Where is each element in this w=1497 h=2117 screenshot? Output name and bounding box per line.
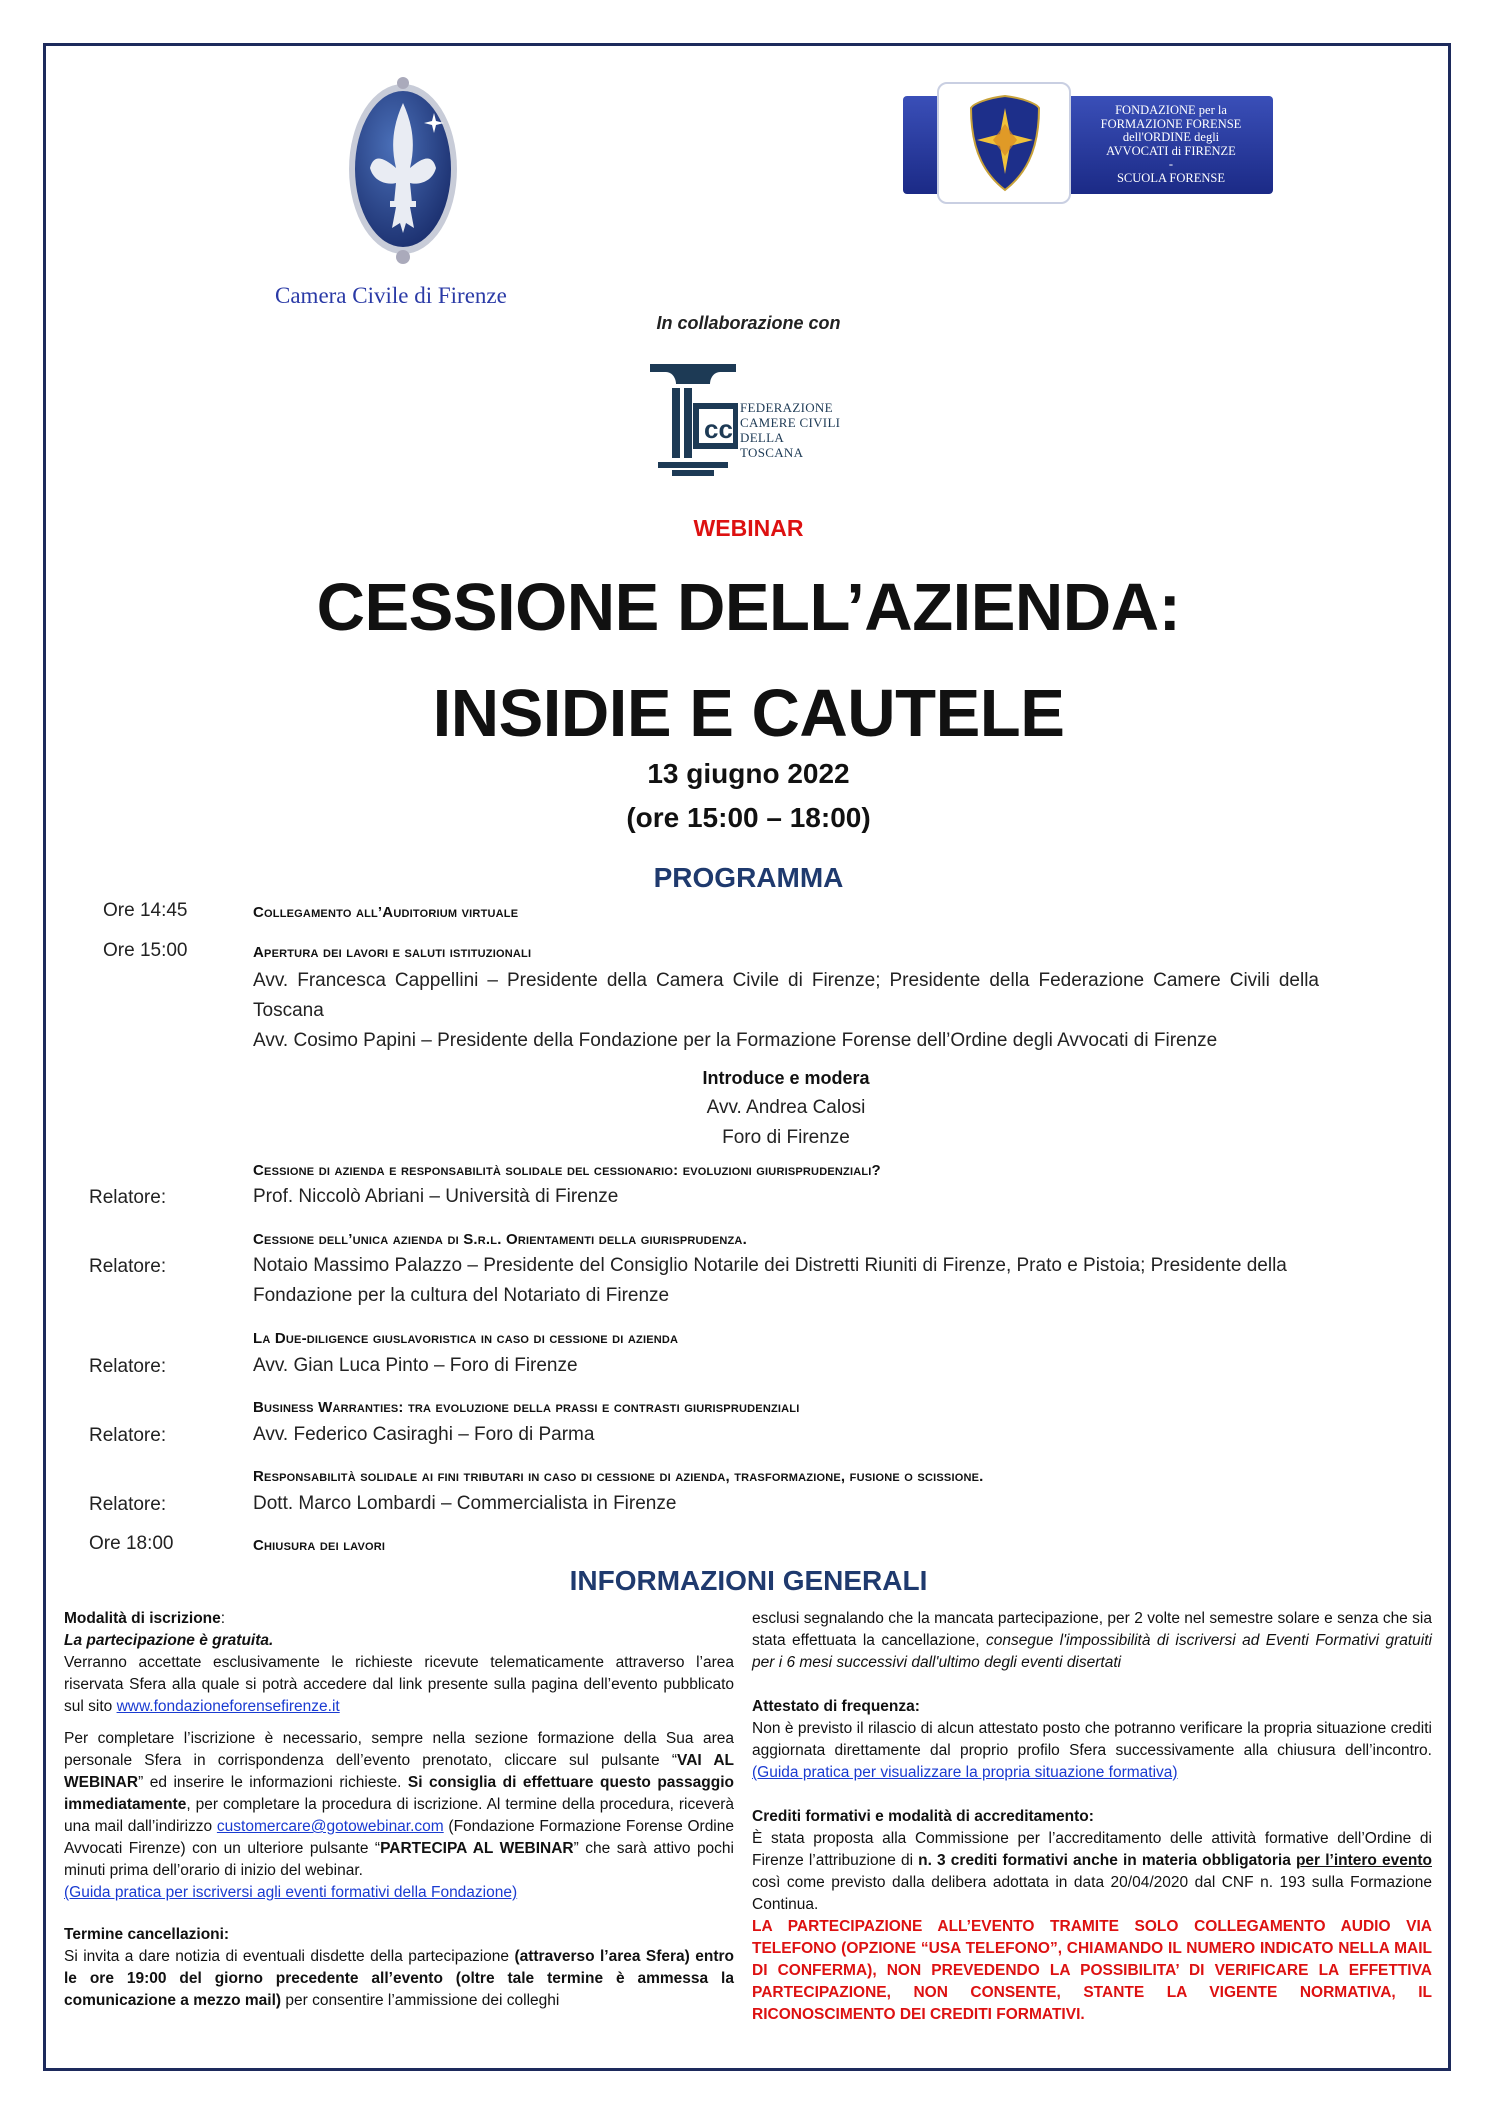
event-type: WEBINAR <box>693 515 804 541</box>
introduce-label: Introduce e modera <box>702 1068 870 1088</box>
svg-text:cc: cc <box>704 414 733 444</box>
talk-speaker: Avv. Federico Casiraghi – Foro di Parma <box>253 1424 595 1445</box>
time-1800: Ore 18:00 <box>89 1533 174 1554</box>
federazione-logo <box>648 360 848 478</box>
iscrizione-p2a: Per completare l’iscrizione è necessario, sempre nella sezione formazione della Sua area personale Sfera in corrispondenza dell’evento prenotato, cliccare sul pulsante “ <box>64 1730 734 1769</box>
iscrizione-p1: Verranno accettate esclusivamente le richieste ricevute telematicamente attraverso l’area riservata Sfera alla quale si potrà accedere dal link presente sulla pagina dell’evento pubblicato sul sito <box>64 1654 734 1715</box>
apertura: Apertura dei lavori e saluti istituzionali <box>253 944 532 961</box>
fondazione-line: FORMAZIONE FORENSE <box>1100 116 1242 131</box>
camera-civile-logo <box>344 73 462 273</box>
info-heading: INFORMAZIONI GENERALI <box>569 1565 928 1596</box>
gratuita-note: La partecipazione è gratuita. <box>64 1632 274 1649</box>
warning-note: LA PARTECIPAZIONE ALL’EVENTO TRAMITE SOLO COLLEGAMENTO AUDIO VIA TELEFONO (OPZIONE “USA TELEFONO”, CHIAMANDO IL NUMERO INDICATO NELLA MAIL DI CONFERMA), NON PREVEDENDO LA POSSIBILITA’ DI VERIFICARE LA EFFETTIVA PARTECIPAZIONE, NON CONSENTE, STANTE LA VIGENTE NORMATIVA, IL RICONOSCIMENTO DEI CREDITI FORMATIVI. <box>752 1918 1432 2023</box>
fondazione-line: SCUOLA FORENSE <box>1116 170 1225 185</box>
relatore-label: Relatore: <box>89 1425 167 1446</box>
crediti-heading: Crediti formativi e modalità di accreditamento: <box>752 1808 1094 1825</box>
iscrizione-p2h: ” che sarà attivo pochi minuti prima dell’orario di inizio del webinar. <box>64 1840 734 1879</box>
talk-speaker: Notaio Massimo Palazzo – Presidente del Consiglio Notarile dei Distretti Riuniti di Firenze, Prato e Pistoia; Presidente della Fondazione per la cultura del Notariato di Firenze <box>253 1255 1287 1306</box>
federazione-line: CAMERE CIVILI <box>740 415 841 430</box>
crediti-k3: per l’intero evento <box>1295 1852 1432 1869</box>
info-left-column <box>64 1608 734 2012</box>
federazione-line: FEDERAZIONE <box>740 400 833 415</box>
event-title-line2: INSIDIE E CAUTELE <box>432 676 1065 751</box>
event-hours: (ore 15:00 – 18:00) <box>626 802 871 833</box>
talk-title: La Due-diligence giuslavoristica in caso di cessione di azienda <box>253 1330 679 1347</box>
moderator-name: Avv. Andrea Calosi <box>706 1097 866 1118</box>
cancellazioni-c3: per consentire l’ammissione dei colleghi <box>281 1992 560 2009</box>
talk-speaker: Prof. Niccolò Abriani – Università di Firenze <box>253 1186 619 1207</box>
talk-title: Business Warranties: tra evoluzione della prassi e contrasti giurisprudenziali <box>253 1399 800 1416</box>
chiusura: Chiusura dei lavori <box>253 1537 386 1554</box>
federazione-line: DELLA TOSCANA <box>740 430 804 460</box>
talk-title: Cessione dell’unica azienda di S.r.l. Orientamenti della giurisprudenza. <box>253 1231 747 1248</box>
event-title-line1: CESSIONE DELL’AZIENDA: <box>316 570 1181 645</box>
attestato-heading: Attestato di frequenza: <box>752 1698 920 1715</box>
attestato-text: Non è previsto il rilascio di alcun attestato posto che potranno verificare la propria situazione crediti aggiornata direttamente dal proprio profilo Sfera successivamente alla chiusura dell’incontro. <box>752 1720 1432 1759</box>
guida-situazione-link[interactable]: (Guida pratica per visualizzare la propria situazione formativa) <box>752 1764 1178 1781</box>
fondazione-line: AVVOCATI di FIRENZE <box>1106 143 1236 158</box>
consiglio: Si consiglia di effettuare questo passaggio immediatamente <box>64 1774 734 1813</box>
camera-civile-name: Camera Civile di Firenze <box>275 283 507 308</box>
iscrizione-p2e: , per completare la procedura di iscrizione. Al termine della procedura, riceverà una mail dall’indirizzo <box>64 1796 734 1835</box>
fondazione-logo <box>903 82 1273 204</box>
iscrizione-p2c: ” ed inserire le informazioni richieste. <box>138 1774 408 1791</box>
moderator-foro: Foro di Firenze <box>722 1127 850 1148</box>
cancellazioni-r1: esclusi segnalando che la mancata partecipazione, per 2 volte nel semestre solare e senza che sia stata effettuata la cancellazione, <box>752 1610 1432 1649</box>
fondazione-line: FONDAZIONE per la <box>1115 103 1227 117</box>
guida-iscrizione-link[interactable]: (Guida pratica per iscriversi agli eventi formativi della Fondazione) <box>64 1884 518 1901</box>
partecipa-al-webinar: PARTECIPA AL WEBINAR <box>380 1840 574 1857</box>
collegamento: Collegamento all’Auditorium virtuale <box>253 904 519 921</box>
vai-al-webinar: VAI AL WEBINAR <box>64 1752 734 1791</box>
talk-title: Cessione di azienda e responsabilità solidale del cessionario: evoluzioni giurisprudenziali? <box>253 1162 881 1179</box>
time-1445: Ore 14:45 <box>103 900 188 921</box>
fondazione-line: dell'ORDINE degli <box>1122 130 1220 144</box>
modalita-colon: : <box>220 1610 226 1627</box>
column-icon <box>648 360 738 478</box>
iscrizione-p2f: (Fondazione Formazione Forense Ordine Avvocati Firenze) con un ulteriore pulsante “ <box>64 1818 734 1857</box>
email-link[interactable]: customercare@gotowebinar.com <box>216 1818 444 1835</box>
relatore-label: Relatore: <box>89 1187 167 1208</box>
programma-heading: PROGRAMMA <box>653 862 844 893</box>
crediti-k1: È stata proposta alla Commissione per l’accreditamento delle attività formative dell’Ordine di Firenze l’attribuzione di <box>752 1830 1432 1869</box>
cancellazioni-c2: (attraverso l’area Sfera) entro le ore 19:00 del giorno precedente all’evento (oltre tale termine è ammessa la comunicazione a mezzo mail) <box>64 1948 734 2009</box>
relatore-label: Relatore: <box>89 1256 167 1277</box>
event-title <box>0 555 1497 767</box>
crediti-k2: n. 3 crediti formativi anche in materia obbligatoria <box>918 1852 1296 1869</box>
site-link[interactable]: www.fondazioneforensefirenze.it <box>116 1698 340 1715</box>
relatore-label: Relatore: <box>89 1356 167 1377</box>
cancellazioni-r2: consegue l'impossibilità di iscriversi ad Eventi Formativi gratuiti per i 6 mesi successivi dall'ultimo degli eventi disertati <box>752 1632 1432 1671</box>
event-date: 13 giugno 2022 <box>647 758 850 789</box>
speaker-papini: Avv. Cosimo Papini – Presidente della Fondazione per la Formazione Forense dell’Ordine degli Avvocati di Firenze <box>253 1030 1218 1051</box>
info-right-column <box>752 1608 1432 2026</box>
relatore-label: Relatore: <box>89 1494 167 1515</box>
crediti-k4: così come previsto dalla delibera adottata in data 20/04/2020 dal CNF n. 193 sulla Formazione Continua. <box>752 1874 1432 1913</box>
star-shield-icon <box>967 94 1043 192</box>
talk-speaker: Avv. Gian Luca Pinto – Foro di Firenze <box>253 1355 578 1376</box>
talk-speaker: Dott. Marco Lombardi – Commercialista in Firenze <box>253 1493 677 1514</box>
talk-title: Responsabilità solidale ai fini tributari in caso di cessione di azienda, trasformazione, fusione o scissione. <box>253 1468 984 1485</box>
cancellazioni-c1: Si invita a dare notizia di eventuali disdette della partecipazione <box>64 1948 515 1965</box>
collaboration-label: In collaborazione con <box>656 313 841 333</box>
cancellazioni-heading: Termine cancellazioni: <box>64 1926 230 1943</box>
time-1500: Ore 15:00 <box>103 940 188 961</box>
modalita-heading: Modalità di iscrizione <box>64 1610 221 1627</box>
fondazione-line: - <box>1168 157 1174 171</box>
speaker-cappellini: Avv. Francesca Cappellini – Presidente della Camera Civile di Firenze; Presidente della Federazione Camere Civili della Toscana <box>253 970 1319 1021</box>
